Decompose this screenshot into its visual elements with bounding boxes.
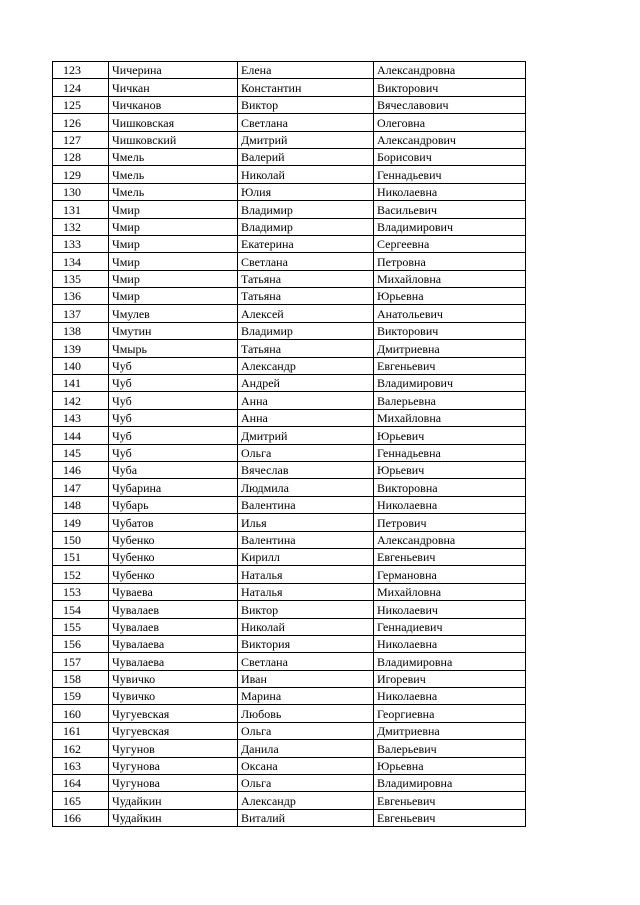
first-name-cell: Вячеслав — [238, 461, 374, 478]
table-row — [53, 409, 526, 426]
first-name-cell: Людмила — [238, 479, 374, 496]
last-name-cell: Чмир — [109, 218, 238, 235]
table-row — [53, 340, 526, 357]
first-name-cell: Николай — [238, 166, 374, 183]
names-table — [52, 61, 526, 827]
first-name-cell: Марина — [238, 688, 374, 705]
table-row — [53, 531, 526, 548]
first-name-cell: Елена — [238, 62, 374, 79]
patronymic-cell: Васильевич — [374, 201, 526, 218]
first-name-cell: Владимир — [238, 201, 374, 218]
table-row — [53, 427, 526, 444]
patronymic-cell: Юрьевна — [374, 757, 526, 774]
table-row — [53, 357, 526, 374]
first-name-cell: Владимир — [238, 218, 374, 235]
first-name-cell: Николай — [238, 618, 374, 635]
patronymic-cell: Викторовна — [374, 479, 526, 496]
first-name-cell: Татьяна — [238, 288, 374, 305]
row-number-cell: 126 — [53, 114, 109, 131]
last-name-cell: Чуб — [109, 409, 238, 426]
table-row — [53, 183, 526, 200]
patronymic-cell: Германовна — [374, 566, 526, 583]
first-name-cell: Любовь — [238, 705, 374, 722]
table-row — [53, 461, 526, 478]
first-name-cell: Анна — [238, 392, 374, 409]
last-name-cell: Чмель — [109, 148, 238, 165]
last-name-cell: Чувалаева — [109, 635, 238, 652]
row-number-cell: 141 — [53, 375, 109, 392]
patronymic-cell: Николаевна — [374, 688, 526, 705]
row-number-cell: 127 — [53, 131, 109, 148]
first-name-cell: Валентина — [238, 496, 374, 513]
row-number-cell: 162 — [53, 740, 109, 757]
patronymic-cell: Михайловна — [374, 409, 526, 426]
table-row — [53, 514, 526, 531]
patronymic-cell: Борисович — [374, 148, 526, 165]
table-row — [53, 757, 526, 774]
last-name-cell: Чмель — [109, 166, 238, 183]
row-number-cell: 163 — [53, 757, 109, 774]
first-name-cell: Екатерина — [238, 235, 374, 252]
first-name-cell: Данила — [238, 740, 374, 757]
patronymic-cell: Викторович — [374, 322, 526, 339]
patronymic-cell: Петровна — [374, 253, 526, 270]
last-name-cell: Чугуевская — [109, 705, 238, 722]
first-name-cell: Наталья — [238, 566, 374, 583]
last-name-cell: Чувалаев — [109, 618, 238, 635]
last-name-cell: Чудайкин — [109, 792, 238, 809]
last-name-cell: Чубатов — [109, 514, 238, 531]
first-name-cell: Алексей — [238, 305, 374, 322]
patronymic-cell: Геннадьевна — [374, 444, 526, 461]
patronymic-cell: Викторович — [374, 79, 526, 96]
row-number-cell: 157 — [53, 653, 109, 670]
first-name-cell: Ольга — [238, 722, 374, 739]
last-name-cell: Чишковская — [109, 114, 238, 131]
table-row — [53, 114, 526, 131]
first-name-cell: Виктор — [238, 601, 374, 618]
row-number-cell: 135 — [53, 270, 109, 287]
patronymic-cell: Николаевна — [374, 635, 526, 652]
last-name-cell: Чмир — [109, 201, 238, 218]
row-number-cell: 151 — [53, 548, 109, 565]
row-number-cell: 131 — [53, 201, 109, 218]
table-row — [53, 566, 526, 583]
table-row — [53, 166, 526, 183]
patronymic-cell: Николаевна — [374, 183, 526, 200]
patronymic-cell: Юрьевич — [374, 427, 526, 444]
patronymic-cell: Валерьевич — [374, 740, 526, 757]
patronymic-cell: Евгеньевич — [374, 357, 526, 374]
last-name-cell: Чуб — [109, 427, 238, 444]
patronymic-cell: Геннадьевич — [374, 166, 526, 183]
patronymic-cell: Евгеньевич — [374, 809, 526, 826]
row-number-cell: 134 — [53, 253, 109, 270]
patronymic-cell: Михайловна — [374, 270, 526, 287]
row-number-cell: 159 — [53, 688, 109, 705]
last-name-cell: Чубарина — [109, 479, 238, 496]
row-number-cell: 129 — [53, 166, 109, 183]
first-name-cell: Александр — [238, 357, 374, 374]
table-row — [53, 322, 526, 339]
table-row — [53, 670, 526, 687]
patronymic-cell: Александровна — [374, 531, 526, 548]
row-number-cell: 125 — [53, 96, 109, 113]
patronymic-cell: Николаевич — [374, 601, 526, 618]
row-number-cell: 150 — [53, 531, 109, 548]
first-name-cell: Дмитрий — [238, 427, 374, 444]
last-name-cell: Чугуевская — [109, 722, 238, 739]
last-name-cell: Чубенко — [109, 548, 238, 565]
table-row — [53, 653, 526, 670]
table-row — [53, 548, 526, 565]
last-name-cell: Чубенко — [109, 531, 238, 548]
table-row — [53, 305, 526, 322]
last-name-cell: Чудайкин — [109, 809, 238, 826]
first-name-cell: Валентина — [238, 531, 374, 548]
first-name-cell: Константин — [238, 79, 374, 96]
row-number-cell: 164 — [53, 775, 109, 792]
last-name-cell: Чичканов — [109, 96, 238, 113]
last-name-cell: Чичерина — [109, 62, 238, 79]
patronymic-cell: Валерьевна — [374, 392, 526, 409]
last-name-cell: Чуваева — [109, 583, 238, 600]
table-row — [53, 618, 526, 635]
patronymic-cell: Владимировна — [374, 653, 526, 670]
table-row — [53, 722, 526, 739]
last-name-cell: Чувалаева — [109, 653, 238, 670]
first-name-cell: Анна — [238, 409, 374, 426]
table-row — [53, 79, 526, 96]
table-row — [53, 62, 526, 79]
patronymic-cell: Вячеславович — [374, 96, 526, 113]
first-name-cell: Илья — [238, 514, 374, 531]
first-name-cell: Юлия — [238, 183, 374, 200]
table-row — [53, 96, 526, 113]
last-name-cell: Чувичко — [109, 688, 238, 705]
table-row — [53, 218, 526, 235]
first-name-cell: Иван — [238, 670, 374, 687]
patronymic-cell: Георгиевна — [374, 705, 526, 722]
table-row — [53, 270, 526, 287]
row-number-cell: 155 — [53, 618, 109, 635]
patronymic-cell: Игоревич — [374, 670, 526, 687]
first-name-cell: Виталий — [238, 809, 374, 826]
table-row — [53, 496, 526, 513]
table-row — [53, 740, 526, 757]
last-name-cell: Чуб — [109, 357, 238, 374]
first-name-cell: Светлана — [238, 653, 374, 670]
table-row — [53, 688, 526, 705]
row-number-cell: 149 — [53, 514, 109, 531]
last-name-cell: Чмир — [109, 270, 238, 287]
last-name-cell: Чугунов — [109, 740, 238, 757]
last-name-cell: Чмир — [109, 253, 238, 270]
table-row — [53, 635, 526, 652]
row-number-cell: 147 — [53, 479, 109, 496]
row-number-cell: 154 — [53, 601, 109, 618]
table-row — [53, 201, 526, 218]
last-name-cell: Чуб — [109, 444, 238, 461]
row-number-cell: 130 — [53, 183, 109, 200]
last-name-cell: Чувичко — [109, 670, 238, 687]
first-name-cell: Наталья — [238, 583, 374, 600]
last-name-cell: Чмулев — [109, 305, 238, 322]
row-number-cell: 153 — [53, 583, 109, 600]
row-number-cell: 165 — [53, 792, 109, 809]
patronymic-cell: Евгеньевич — [374, 548, 526, 565]
first-name-cell: Виктор — [238, 96, 374, 113]
patronymic-cell: Александрович — [374, 131, 526, 148]
patronymic-cell: Петрович — [374, 514, 526, 531]
patronymic-cell: Юрьевич — [374, 461, 526, 478]
first-name-cell: Александр — [238, 792, 374, 809]
row-number-cell: 160 — [53, 705, 109, 722]
row-number-cell: 136 — [53, 288, 109, 305]
first-name-cell: Светлана — [238, 114, 374, 131]
first-name-cell: Андрей — [238, 375, 374, 392]
last-name-cell: Чуб — [109, 392, 238, 409]
patronymic-cell: Михайловна — [374, 583, 526, 600]
table-row — [53, 601, 526, 618]
table-row — [53, 809, 526, 826]
table-row — [53, 444, 526, 461]
first-name-cell: Виктория — [238, 635, 374, 652]
first-name-cell: Ольга — [238, 444, 374, 461]
last-name-cell: Чуба — [109, 461, 238, 478]
table-row — [53, 253, 526, 270]
row-number-cell: 137 — [53, 305, 109, 322]
row-number-cell: 144 — [53, 427, 109, 444]
row-number-cell: 152 — [53, 566, 109, 583]
patronymic-cell: Юрьевна — [374, 288, 526, 305]
patronymic-cell: Евгеньевич — [374, 792, 526, 809]
first-name-cell: Татьяна — [238, 340, 374, 357]
last-name-cell: Чмир — [109, 235, 238, 252]
last-name-cell: Чувалаев — [109, 601, 238, 618]
patronymic-cell: Сергеевна — [374, 235, 526, 252]
first-name-cell: Светлана — [238, 253, 374, 270]
table-row — [53, 131, 526, 148]
table-row — [53, 375, 526, 392]
patronymic-cell: Дмитриевна — [374, 340, 526, 357]
row-number-cell: 145 — [53, 444, 109, 461]
table-row — [53, 583, 526, 600]
last-name-cell: Чугунова — [109, 757, 238, 774]
row-number-cell: 132 — [53, 218, 109, 235]
names-table-body — [53, 62, 526, 827]
row-number-cell: 138 — [53, 322, 109, 339]
patronymic-cell: Николаевна — [374, 496, 526, 513]
table-row — [53, 479, 526, 496]
row-number-cell: 139 — [53, 340, 109, 357]
row-number-cell: 124 — [53, 79, 109, 96]
last-name-cell: Чмель — [109, 183, 238, 200]
row-number-cell: 143 — [53, 409, 109, 426]
last-name-cell: Чуб — [109, 375, 238, 392]
table-row — [53, 148, 526, 165]
first-name-cell: Оксана — [238, 757, 374, 774]
table-row — [53, 288, 526, 305]
last-name-cell: Чишковский — [109, 131, 238, 148]
row-number-cell: 156 — [53, 635, 109, 652]
row-number-cell: 128 — [53, 148, 109, 165]
last-name-cell: Чубенко — [109, 566, 238, 583]
table-row — [53, 705, 526, 722]
first-name-cell: Владимир — [238, 322, 374, 339]
row-number-cell: 133 — [53, 235, 109, 252]
row-number-cell: 140 — [53, 357, 109, 374]
table-row — [53, 792, 526, 809]
patronymic-cell: Владимирович — [374, 218, 526, 235]
last-name-cell: Чмир — [109, 288, 238, 305]
table-row — [53, 235, 526, 252]
first-name-cell: Валерий — [238, 148, 374, 165]
last-name-cell: Чубарь — [109, 496, 238, 513]
patronymic-cell: Геннадиевич — [374, 618, 526, 635]
last-name-cell: Чугунова — [109, 775, 238, 792]
first-name-cell: Татьяна — [238, 270, 374, 287]
row-number-cell: 161 — [53, 722, 109, 739]
row-number-cell: 142 — [53, 392, 109, 409]
first-name-cell: Ольга — [238, 775, 374, 792]
patronymic-cell: Дмитриевна — [374, 722, 526, 739]
first-name-cell: Дмитрий — [238, 131, 374, 148]
first-name-cell: Кирилл — [238, 548, 374, 565]
patronymic-cell: Олеговна — [374, 114, 526, 131]
row-number-cell: 123 — [53, 62, 109, 79]
table-row — [53, 775, 526, 792]
last-name-cell: Чмырь — [109, 340, 238, 357]
last-name-cell: Чмутин — [109, 322, 238, 339]
row-number-cell: 158 — [53, 670, 109, 687]
patronymic-cell: Владимировна — [374, 775, 526, 792]
patronymic-cell: Анатольевич — [374, 305, 526, 322]
row-number-cell: 166 — [53, 809, 109, 826]
last-name-cell: Чичкан — [109, 79, 238, 96]
row-number-cell: 146 — [53, 461, 109, 478]
row-number-cell: 148 — [53, 496, 109, 513]
patronymic-cell: Владимирович — [374, 375, 526, 392]
patronymic-cell: Александровна — [374, 62, 526, 79]
table-row — [53, 392, 526, 409]
